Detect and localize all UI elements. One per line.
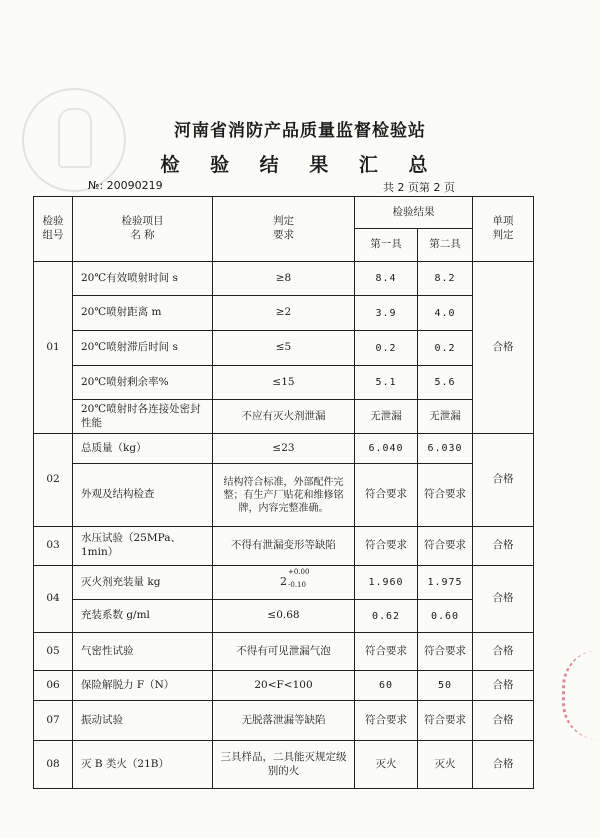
item-name: 总质量（kg） <box>73 434 213 464</box>
header-group: 检验 组号 <box>34 197 73 262</box>
group-id: 06 <box>34 671 73 701</box>
item-name: 振动试验 <box>73 701 213 741</box>
verdict: 合格 <box>473 527 534 566</box>
table-row <box>34 331 534 366</box>
result-first: 60 <box>355 671 418 701</box>
result-first: 8.4 <box>355 262 418 296</box>
result-second: 符合要求 <box>418 464 473 527</box>
table-row <box>34 434 534 464</box>
header-requirement: 判定 要求 <box>213 197 355 262</box>
group-id: 08 <box>34 741 73 789</box>
header-first: 第一具 <box>355 229 418 262</box>
header-result: 检验结果 <box>355 197 473 229</box>
header-item: 检验项目 名 称 <box>73 197 213 262</box>
result-second: 无泄漏 <box>418 400 473 434</box>
result-first: 符合要求 <box>355 464 418 527</box>
table-row <box>34 296 534 331</box>
page-indicator: 共 2 页第 2 页 <box>383 181 455 194</box>
table-row <box>34 527 534 566</box>
result-second: 50 <box>418 671 473 701</box>
result-first: 1.960 <box>355 566 418 600</box>
group-id: 01 <box>34 262 73 434</box>
table-row <box>34 464 534 527</box>
verdict: 合格 <box>473 671 534 701</box>
requirement: ≤0.68 <box>213 600 355 633</box>
header-verdict: 单项 判定 <box>473 197 534 262</box>
result-second: 4.0 <box>418 296 473 331</box>
requirement: 不应有灭火剂泄漏 <box>213 400 355 434</box>
verdict: 合格 <box>473 434 534 527</box>
result-first: 6.040 <box>355 434 418 464</box>
org-title: 河南省消防产品质量监督检验站 <box>174 121 426 141</box>
result-first: 符合要求 <box>355 633 418 671</box>
table-row <box>34 701 534 741</box>
result-first: 0.62 <box>355 600 418 633</box>
item-name: 外观及结构检查 <box>73 464 213 527</box>
result-first: 符合要求 <box>355 527 418 566</box>
tolerance-value: 2 +0.00 -0.10 <box>280 568 310 590</box>
table-row <box>34 400 534 434</box>
requirement: 结构符合标准，外部配件完整；有生产厂贴花和维修铭牌，内容完整准确。 <box>213 464 355 527</box>
item-name: 20℃喷射剩余率% <box>73 366 213 400</box>
result-first: 无泄漏 <box>355 400 418 434</box>
requirement: ≥2 <box>213 296 355 331</box>
item-name: 20℃有效喷射时间 s <box>73 262 213 296</box>
result-first: 5.1 <box>355 366 418 400</box>
requirement: 不得有泄漏变形等缺陷 <box>213 527 355 566</box>
item-name: 水压试验（25MPa、1min） <box>73 527 213 566</box>
requirement: ≤23 <box>213 434 355 464</box>
result-second: 符合要求 <box>418 527 473 566</box>
result-second: 符合要求 <box>418 701 473 741</box>
page-title: 检 验 结 果 汇 总 <box>160 154 440 176</box>
result-second: 0.2 <box>418 331 473 366</box>
result-second: 6.030 <box>418 434 473 464</box>
result-second: 符合要求 <box>418 633 473 671</box>
result-second: 0.60 <box>418 600 473 633</box>
requirement: ≤5 <box>213 331 355 366</box>
item-name: 气密性试验 <box>73 633 213 671</box>
item-name: 保险解脱力 F（N） <box>73 671 213 701</box>
group-id: 04 <box>34 566 73 633</box>
verdict: 合格 <box>473 633 534 671</box>
item-name: 20℃喷射距离 m <box>73 296 213 331</box>
result-first: 0.2 <box>355 331 418 366</box>
verdict: 合格 <box>473 262 534 434</box>
item-name: 灭 B 类火（21B） <box>73 741 213 789</box>
verdict: 合格 <box>473 566 534 633</box>
result-first: 灭火 <box>355 741 418 789</box>
results-table <box>33 196 534 789</box>
table-row <box>34 366 534 400</box>
verdict: 合格 <box>473 741 534 789</box>
requirement: 无脱落泄漏等缺陷 <box>213 701 355 741</box>
group-id: 05 <box>34 633 73 671</box>
table-row <box>34 671 534 701</box>
requirement: 20<F<100 <box>213 671 355 701</box>
result-first: 3.9 <box>355 296 418 331</box>
verdict: 合格 <box>473 701 534 741</box>
group-id: 07 <box>34 701 73 741</box>
result-first: 符合要求 <box>355 701 418 741</box>
table-row <box>34 741 534 789</box>
result-second: 1.975 <box>418 566 473 600</box>
requirement: ≥8 <box>213 262 355 296</box>
table-row <box>34 566 534 600</box>
table-row <box>34 633 534 671</box>
report-number: №: 20090219 <box>88 179 163 192</box>
result-second: 8.2 <box>418 262 473 296</box>
item-name: 20℃喷射时各连接处密封性能 <box>73 400 213 434</box>
table-row <box>34 600 534 633</box>
table-header-row <box>34 197 534 229</box>
item-name: 充装系数 g/ml <box>73 600 213 633</box>
item-name: 20℃喷射滞后时间 s <box>73 331 213 366</box>
red-stamp-icon <box>562 650 599 740</box>
requirement: ≤15 <box>213 366 355 400</box>
requirement <box>213 566 355 600</box>
requirement: 三具样品，二具能灭规定级别的火 <box>213 741 355 789</box>
table-row <box>34 262 534 296</box>
item-name: 灭火剂充装量 kg <box>73 566 213 600</box>
header-second: 第二具 <box>418 229 473 262</box>
result-second: 灭火 <box>418 741 473 789</box>
requirement: 不得有可见泄漏气泡 <box>213 633 355 671</box>
result-second: 5.6 <box>418 366 473 400</box>
group-id: 02 <box>34 434 73 527</box>
group-id: 03 <box>34 527 73 566</box>
